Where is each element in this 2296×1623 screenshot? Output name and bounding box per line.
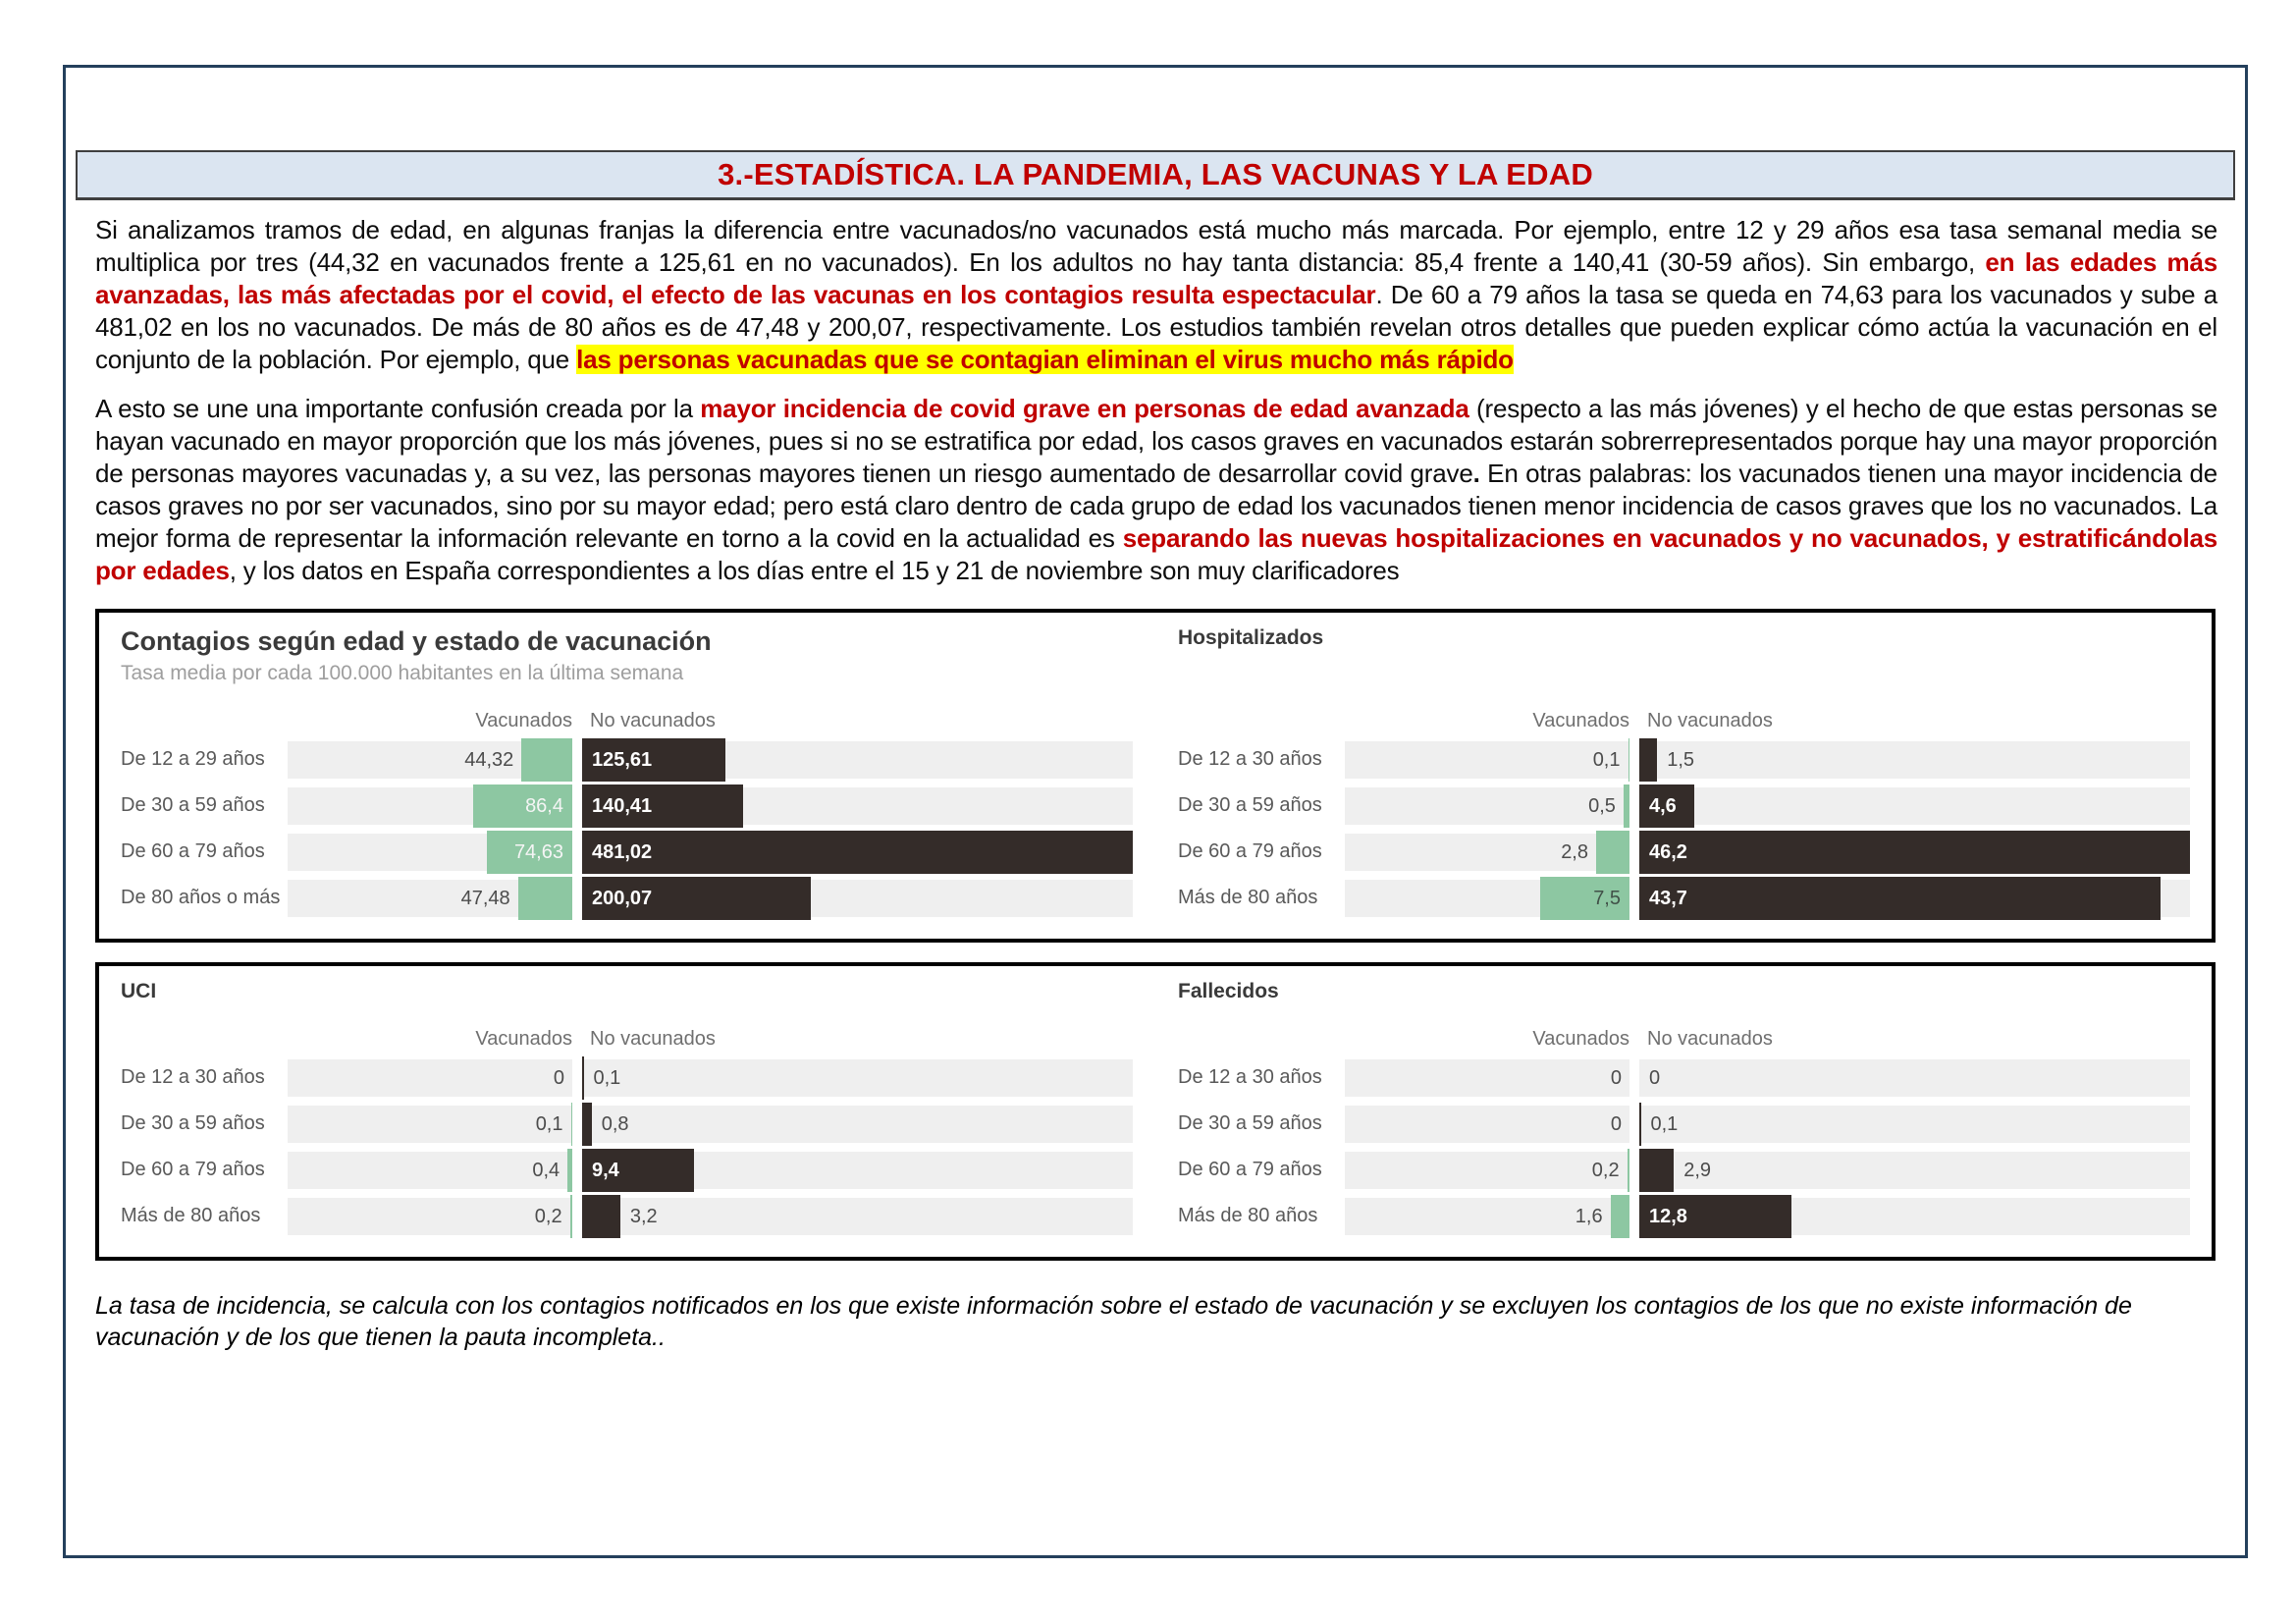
column-header-vacunados: Vacunados bbox=[475, 1027, 572, 1050]
zone-divider bbox=[1629, 741, 1639, 779]
vacunados-zone bbox=[288, 880, 572, 917]
chart-row bbox=[1178, 1147, 2190, 1193]
no-vacunados-bar bbox=[1639, 877, 2161, 920]
column-header-no-vacunados: No vacunados bbox=[590, 1027, 716, 1050]
chart-title: Hospitalizados bbox=[1178, 626, 1324, 649]
zone-divider bbox=[1629, 1198, 1639, 1235]
vacunados-value: 86,4 bbox=[525, 794, 563, 817]
vacunados-bar bbox=[570, 1195, 572, 1238]
no-vacunados-value: 43,7 bbox=[1649, 887, 1687, 909]
vacunados-value: 0,1 bbox=[535, 1112, 563, 1135]
text-segment: A esto se une una importante confusión creada por la bbox=[95, 394, 701, 423]
vacunados-value: 2,8 bbox=[1561, 840, 1588, 863]
column-header-vacunados: Vacunados bbox=[475, 709, 572, 731]
no-vacunados-bar bbox=[582, 1195, 620, 1238]
column-header-no-vacunados: No vacunados bbox=[1647, 1027, 1773, 1050]
no-vacunados-zone bbox=[1639, 1106, 2190, 1143]
no-vacunados-zone bbox=[582, 1152, 1133, 1189]
section-title: 3.-ESTADÍSTICA. LA PANDEMIA, LAS VACUNAS Y LA EDAD bbox=[718, 157, 1593, 191]
text-segment: Si analizamos tramos de edad, en algunas franjas la diferencia entre vacunados/no vacunados está mucho más marcada. Por ejemplo, entre 12 y 29 años esa tasa semanal media se multiplica por tres (44,32 en vacunados frente a 125,61 en no vacunados). En los adultos no hay tanta distancia: 85,4 frente a 140,41 (30-59 años). Sin embargo, bbox=[95, 215, 2217, 277]
no-vacunados-zone bbox=[582, 1059, 1133, 1097]
chart-row bbox=[1178, 1193, 2190, 1239]
no-vacunados-zone bbox=[1639, 834, 2190, 871]
chart-row bbox=[121, 829, 1133, 875]
text-segment: las personas vacunadas que se contagian eliminan el virus mucho más rápido bbox=[576, 345, 1514, 374]
zone-divider bbox=[1629, 880, 1639, 917]
no-vacunados-zone bbox=[1639, 741, 2190, 779]
text-segment: . De 60 a 79 años la tasa se queda en 74,63 para los vacunados y sube a 481,02 en los no vacunados. De más de 80 años es de 47,48 y 200,07, respectivamente. Los estudios también revelan otros detalles que pueden explicar cómo actúa la vacunación en el conjunto de la población. Por ejemplo, que bbox=[95, 280, 2217, 374]
no-vacunados-value: 0,1 bbox=[593, 1066, 621, 1089]
chart-row bbox=[1178, 875, 2190, 921]
text-segment: En otras palabras: los vacunados tienen una mayor incidencia de casos graves no por ser vacunados, sino por su mayor edad; pero está claro dentro de cada grupo de edad los vacunados tienen menor incidencia de casos graves que los no vacunados. La mejor forma de representar la información relevante en torno a la covid en la actualidad es bbox=[95, 459, 2217, 553]
chart-row bbox=[1178, 783, 2190, 829]
row-label: Más de 80 años bbox=[1178, 887, 1318, 908]
no-vacunados-zone bbox=[582, 1198, 1133, 1235]
no-vacunados-zone bbox=[1639, 787, 2190, 825]
row-label: De 12 a 30 años bbox=[121, 1066, 265, 1088]
paragraph-2 bbox=[95, 393, 2217, 587]
no-vacunados-bar bbox=[582, 1103, 592, 1146]
no-vacunados-value: 2,9 bbox=[1683, 1159, 1712, 1181]
zone-divider bbox=[572, 1152, 582, 1189]
vacunados-zone bbox=[1345, 1152, 1629, 1189]
chart-row bbox=[1178, 1055, 2190, 1101]
no-vacunados-value: 4,6 bbox=[1649, 794, 1677, 817]
vacunados-zone bbox=[288, 741, 572, 779]
vacunados-bar bbox=[1596, 831, 1629, 874]
vacunados-value: 74,63 bbox=[513, 840, 563, 863]
no-vacunados-bar bbox=[1639, 831, 2190, 874]
no-vacunados-value: 140,41 bbox=[592, 794, 653, 817]
column-header-no-vacunados: No vacunados bbox=[1647, 709, 1773, 731]
vacunados-bar bbox=[1624, 784, 1629, 828]
vacunados-value: 7,5 bbox=[1593, 887, 1621, 909]
vacunados-value: 0 bbox=[1610, 1066, 1622, 1089]
column-headers bbox=[121, 705, 1133, 736]
text-segment: en las edades más avanzadas, las más afectadas por el covid, el efecto de las vacunas en los contagios resulta espectacular bbox=[95, 247, 2217, 309]
zone-divider bbox=[1629, 1152, 1639, 1189]
no-vacunados-value: 0,1 bbox=[1650, 1112, 1679, 1135]
no-vacunados-zone bbox=[582, 787, 1133, 825]
no-vacunados-value: 0 bbox=[1649, 1066, 1661, 1089]
no-vacunados-bar bbox=[1639, 738, 1657, 782]
vacunados-value: 0,2 bbox=[534, 1205, 562, 1227]
row-label: De 30 a 59 años bbox=[1178, 1112, 1322, 1134]
vacunados-value: 0 bbox=[553, 1066, 564, 1089]
no-vacunados-value: 3,2 bbox=[629, 1205, 658, 1227]
vacunados-value: 1,6 bbox=[1575, 1205, 1603, 1227]
footnote: La tasa de incidencia, se calcula con los contagios notificados en los que existe información sobre el estado de vacunación y se excluyen los contagios de los que no existe información de vacunación y de los que tienen la pauta incompleta.. bbox=[95, 1292, 2132, 1351]
no-vacunados-bar bbox=[1639, 1149, 1674, 1192]
row-label: De 12 a 30 años bbox=[1178, 1066, 1322, 1088]
vacunados-bar bbox=[571, 1103, 573, 1146]
vacunados-zone bbox=[288, 834, 572, 871]
chart-row bbox=[121, 1193, 1133, 1239]
charts-panel-top bbox=[95, 609, 2216, 943]
row-label: De 30 a 59 años bbox=[121, 794, 265, 816]
no-vacunados-zone bbox=[1639, 1198, 2190, 1235]
no-vacunados-value: 0,8 bbox=[601, 1112, 629, 1135]
chart-contagios bbox=[121, 626, 1133, 921]
column-header-vacunados: Vacunados bbox=[1532, 709, 1629, 731]
zone-divider bbox=[1629, 787, 1639, 825]
no-vacunados-zone bbox=[582, 1106, 1133, 1143]
vacunados-bar bbox=[567, 1149, 572, 1192]
text-segment: . bbox=[1472, 459, 1488, 488]
column-header-vacunados: Vacunados bbox=[1532, 1027, 1629, 1050]
vacunados-value: 47,48 bbox=[460, 887, 510, 909]
chart-row bbox=[1178, 1101, 2190, 1147]
no-vacunados-value: 46,2 bbox=[1649, 840, 1687, 863]
no-vacunados-value: 200,07 bbox=[592, 887, 653, 909]
vacunados-zone bbox=[288, 1152, 572, 1189]
vacunados-zone bbox=[288, 787, 572, 825]
chart-header bbox=[121, 626, 1133, 705]
chart-row bbox=[121, 1147, 1133, 1193]
column-headers bbox=[1178, 705, 2190, 736]
vacunados-zone bbox=[1345, 834, 1629, 871]
zone-divider bbox=[572, 1106, 582, 1143]
vacunados-bar bbox=[1628, 1149, 1629, 1192]
row-label: De 12 a 29 años bbox=[121, 748, 265, 770]
zone-divider bbox=[572, 834, 582, 871]
chart-row bbox=[121, 1055, 1133, 1101]
zone-divider bbox=[1629, 1106, 1639, 1143]
text-segment: mayor incidencia de covid grave en personas de edad avanzada bbox=[700, 394, 1469, 423]
text-segment: (respecto a las más jóvenes) y el hecho de que estas personas se hayan vacunado en mayor proporción que los más jóvenes, pues si no se estratifica por edad, los casos graves en vacunados estarán sobrerrepresentados porque hay una mayor proporción de personas mayores vacunadas y, a su vez, las personas mayores tienen un riesgo aumentado de desarrollar covid grave bbox=[95, 394, 2217, 488]
chart-row bbox=[121, 875, 1133, 921]
vacunados-bar bbox=[521, 738, 572, 782]
no-vacunados-value: 1,5 bbox=[1667, 748, 1695, 771]
chart-uci bbox=[121, 980, 1133, 1239]
no-vacunados-zone bbox=[1639, 1152, 2190, 1189]
zone-divider bbox=[1629, 1059, 1639, 1097]
zone-divider bbox=[572, 741, 582, 779]
chart-title: UCI bbox=[121, 980, 157, 1002]
no-vacunados-zone bbox=[1639, 1059, 2190, 1097]
vacunados-zone bbox=[1345, 1106, 1629, 1143]
zone-divider bbox=[572, 880, 582, 917]
zone-divider bbox=[1629, 834, 1639, 871]
vacunados-zone bbox=[288, 1059, 572, 1097]
vacunados-value: 0,5 bbox=[1588, 794, 1616, 817]
chart-hospitalizados bbox=[1178, 626, 2190, 921]
row-label: Más de 80 años bbox=[1178, 1205, 1318, 1226]
chart-subtitle: Tasa media por cada 100.000 habitantes en la última semana bbox=[121, 662, 684, 684]
row-label: De 12 a 30 años bbox=[1178, 748, 1322, 770]
vacunados-zone bbox=[1345, 880, 1629, 917]
paragraph-1 bbox=[95, 214, 2217, 376]
vacunados-zone bbox=[1345, 787, 1629, 825]
no-vacunados-value: 481,02 bbox=[592, 840, 653, 863]
no-vacunados-zone bbox=[582, 741, 1133, 779]
chart-row bbox=[1178, 829, 2190, 875]
no-vacunados-zone bbox=[1639, 880, 2190, 917]
chart-row bbox=[121, 1101, 1133, 1147]
chart-header bbox=[121, 980, 1133, 1023]
vacunados-value: 0,4 bbox=[532, 1159, 561, 1181]
chart-fallecidos bbox=[1178, 980, 2190, 1239]
chart-title: Contagios según edad y estado de vacunación bbox=[121, 626, 712, 656]
vacunados-zone bbox=[288, 1106, 572, 1143]
column-header-no-vacunados: No vacunados bbox=[590, 709, 716, 731]
no-vacunados-bar bbox=[582, 831, 1133, 874]
column-headers bbox=[121, 1023, 1133, 1055]
document-content bbox=[95, 214, 2217, 1353]
chart-row bbox=[1178, 736, 2190, 783]
vacunados-zone bbox=[1345, 1198, 1629, 1235]
no-vacunados-zone bbox=[582, 834, 1133, 871]
chart-title: Fallecidos bbox=[1178, 980, 1279, 1002]
vacunados-bar bbox=[1629, 738, 1630, 782]
vacunados-value: 0 bbox=[1610, 1112, 1622, 1135]
row-label: Más de 80 años bbox=[121, 1205, 261, 1226]
text-segment: separando las nuevas hospitalizaciones en vacunados y no vacunados, y estratificándolas por edades bbox=[95, 523, 2218, 585]
section-title-banner bbox=[76, 150, 2235, 200]
no-vacunados-bar bbox=[582, 1056, 584, 1100]
zone-divider bbox=[572, 1059, 582, 1097]
vacunados-value: 44,32 bbox=[464, 748, 514, 771]
vacunados-value: 0,1 bbox=[1592, 748, 1621, 771]
no-vacunados-zone bbox=[582, 880, 1133, 917]
vacunados-bar bbox=[518, 877, 572, 920]
vacunados-zone bbox=[1345, 741, 1629, 779]
vacunados-zone bbox=[1345, 1059, 1629, 1097]
no-vacunados-value: 9,4 bbox=[592, 1159, 619, 1181]
row-label: De 60 a 79 años bbox=[1178, 1159, 1322, 1180]
vacunados-bar bbox=[1611, 1195, 1629, 1238]
text-segment: , y los datos en España correspondientes a los días entre el 15 y 21 de noviembre son muy clarificadores bbox=[229, 556, 1400, 585]
no-vacunados-value: 12,8 bbox=[1649, 1205, 1687, 1227]
page-border-box bbox=[63, 65, 2248, 1558]
vacunados-zone bbox=[288, 1198, 572, 1235]
row-label: De 30 a 59 años bbox=[121, 1112, 265, 1134]
zone-divider bbox=[572, 787, 582, 825]
column-headers bbox=[1178, 1023, 2190, 1055]
no-vacunados-bar bbox=[1639, 1103, 1641, 1146]
row-label: De 60 a 79 años bbox=[121, 840, 265, 862]
chart-header bbox=[1178, 980, 2190, 1023]
zone-divider bbox=[572, 1198, 582, 1235]
chart-row bbox=[121, 736, 1133, 783]
chart-header bbox=[1178, 626, 2190, 705]
no-vacunados-value: 125,61 bbox=[592, 748, 653, 771]
row-label: De 30 a 59 años bbox=[1178, 794, 1322, 816]
row-label: De 60 a 79 años bbox=[121, 1159, 265, 1180]
charts-panel-bottom bbox=[95, 962, 2216, 1261]
row-label: De 60 a 79 años bbox=[1178, 840, 1322, 862]
vacunados-value: 0,2 bbox=[1591, 1159, 1620, 1181]
chart-row bbox=[121, 783, 1133, 829]
row-label: De 80 años o más bbox=[121, 887, 281, 908]
